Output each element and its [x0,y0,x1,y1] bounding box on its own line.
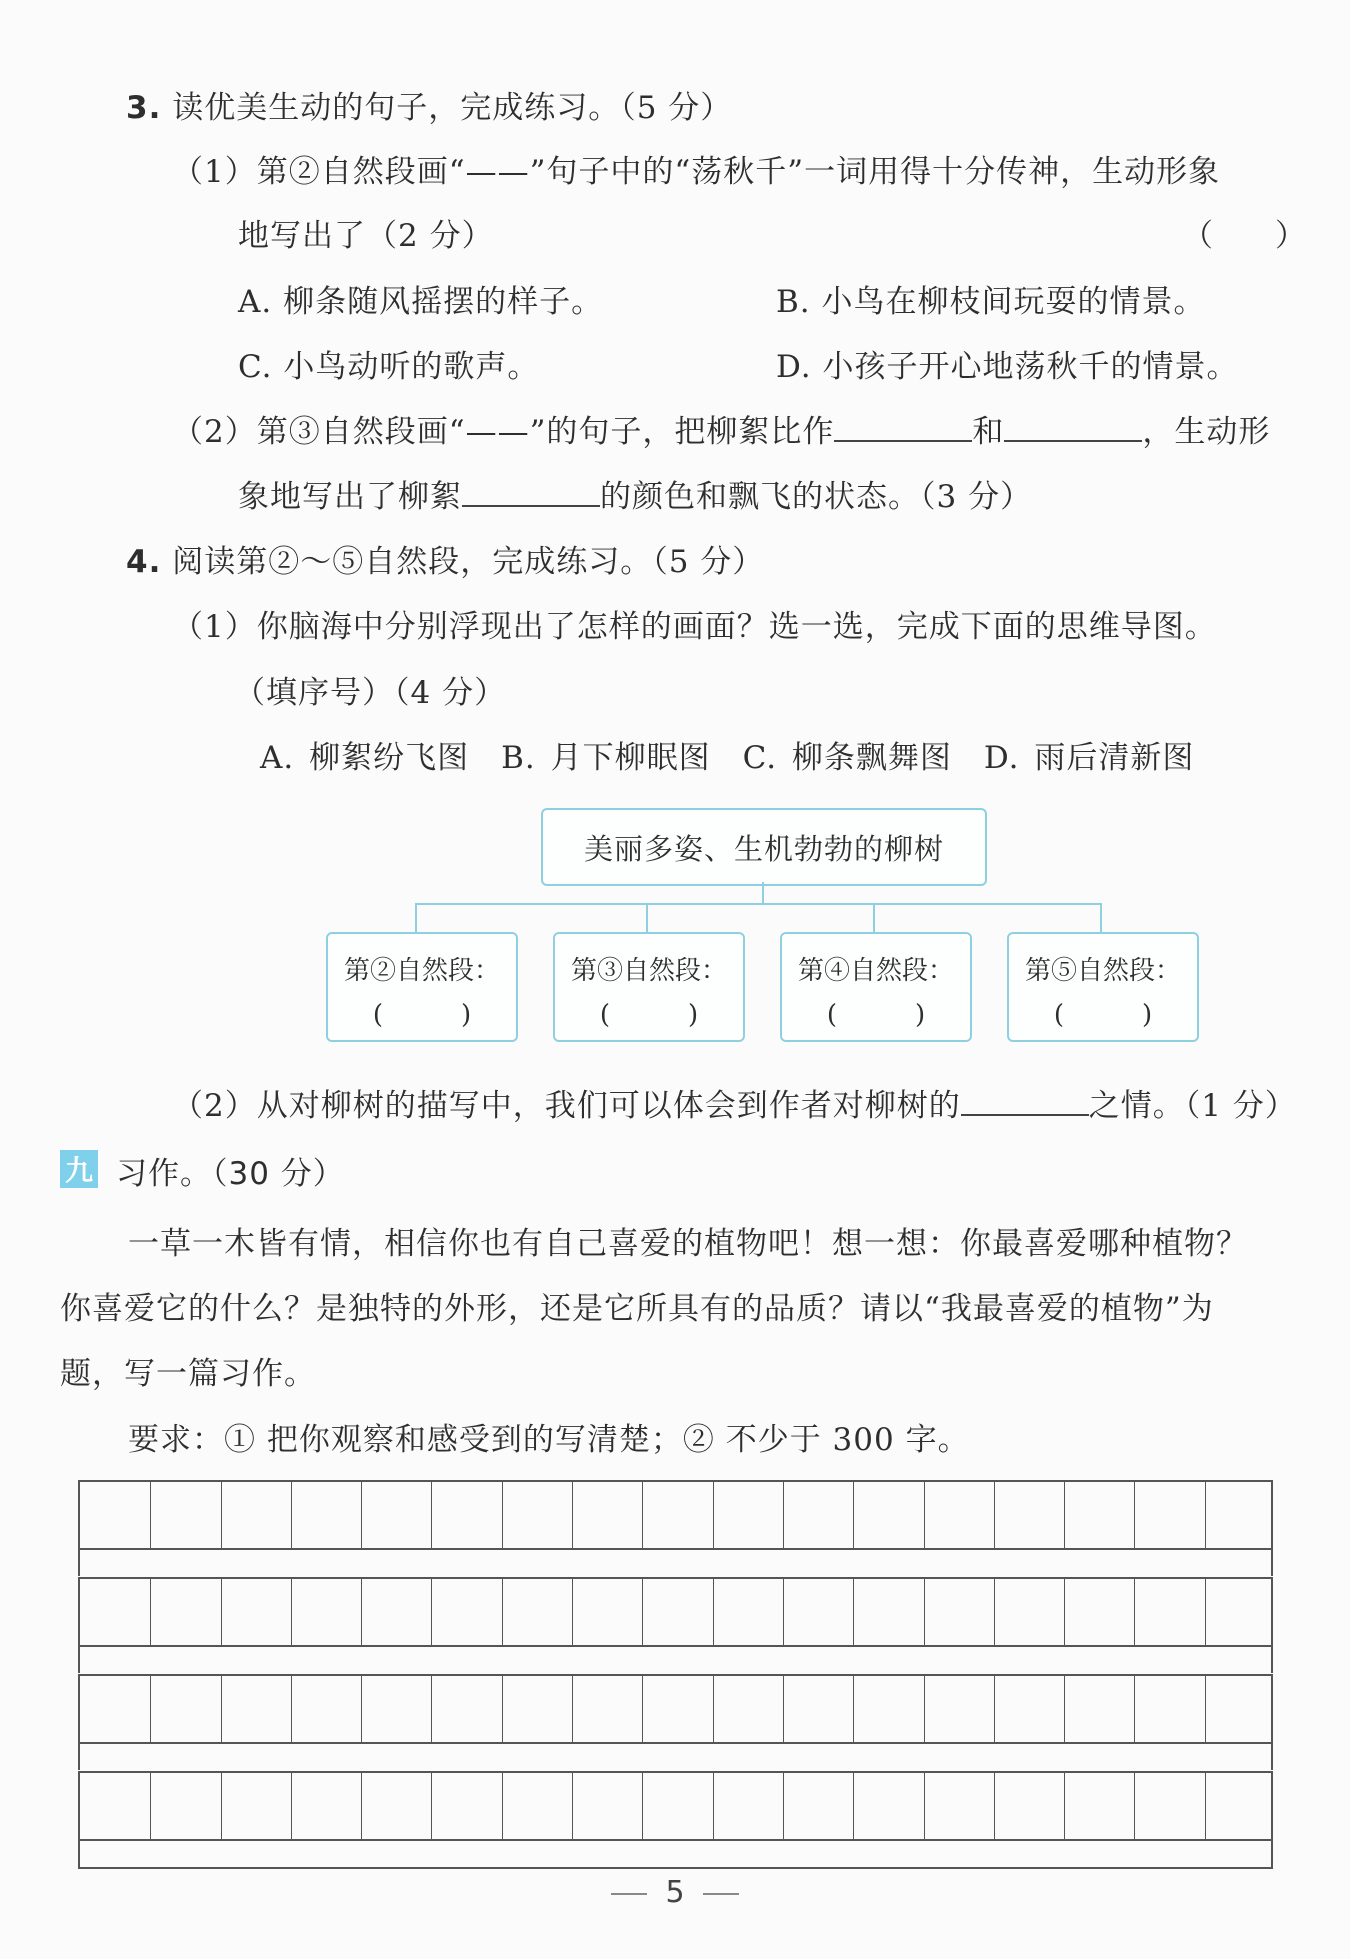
grid-cell-divider [150,1579,151,1645]
q3-sub1-answer-paren[interactable]: （ ） [1182,218,1306,254]
grid-cell-divider [502,1579,503,1645]
q3-sub2-line2 [238,471,1032,516]
q3-title-text: 读优美生动的句子，完成练习。（5 分） [172,90,733,126]
mindmap-box-label: 第⑤自然段： [1024,956,1181,986]
mindmap-stem [762,882,764,904]
grid-cell-divider [994,1579,995,1645]
mindmap-box-para4 [780,932,972,1042]
grid-cell-divider [221,1676,222,1742]
grid-cell-divider [1134,1773,1135,1839]
grid-cell-divider [150,1676,151,1742]
grid-cell-divider [994,1773,995,1839]
grid-cell-divider [291,1579,292,1645]
grid-cell-divider [1134,1676,1135,1742]
mindmap-box-label: 第④自然段： [797,956,954,986]
page-number: 5 [665,1875,685,1910]
grid-cell-divider [1205,1482,1206,1548]
mindmap-branch-1 [415,903,417,933]
mindmap-box-label: 第③自然段： [570,956,727,986]
grid-cell-divider [572,1482,573,1548]
q3-blank-1[interactable] [834,410,972,442]
grid-cell-divider [291,1773,292,1839]
q3-option-c: C. 小鸟动听的歌声。 [238,349,540,385]
q3-sub1-line1: （1）第②自然段画“——”句子中的“荡秋千”一词用得十分传神，生动形象 [172,154,1221,190]
mindmap-box-para5 [1007,932,1199,1042]
q4-sub2-line [172,1080,1297,1125]
grid-cell-divider [783,1676,784,1742]
q3-blank-3[interactable] [462,475,600,507]
grid-cell-divider [221,1773,222,1839]
grid-cell-divider [1064,1482,1065,1548]
grid-cell-divider [150,1482,151,1548]
grid-cell-divider [642,1579,643,1645]
grid-cell-divider [1134,1482,1135,1548]
q3-title [126,82,732,127]
q4-sub2-text-a: （2）从对柳树的描写中，我们可以体会到作者对柳树的 [172,1088,961,1124]
mindmap-branch-bar [415,903,1101,905]
grid-cell-divider [431,1676,432,1742]
grid-cell-divider [431,1482,432,1548]
q3-sub2-text-d: 象地写出了柳絮 [238,479,462,515]
q3-option-d: D. 小孩子开心地荡秋千的情景。 [776,349,1239,385]
q4-sub1-line1: （1）你脑海中分别浮现出了怎样的画面？选一选，完成下面的思维导图。 [172,609,1217,645]
grid-cell-divider [1064,1676,1065,1742]
q3-option-a: A. 柳条随风摇摆的样子。 [238,284,604,320]
grid-cell-divider [713,1482,714,1548]
grid-cell-divider [361,1773,362,1839]
mindmap-branch-4 [1100,903,1102,933]
grid-cell-divider [572,1773,573,1839]
composition-requirement: 要求：① 把你观察和感受到的写清楚；② 不少于 300 字。 [128,1422,970,1458]
grid-cell-divider [361,1482,362,1548]
grid-cell-divider [291,1482,292,1548]
grid-cell-divider [924,1482,925,1548]
grid-cell-divider [713,1579,714,1645]
mindmap-box-answer[interactable]: ( ) [599,1000,699,1030]
footer-dash-right [703,1893,739,1895]
q4-picture-options: A. 柳絮纷飞图 B. 月下柳眠图 C. 柳条飘舞图 D. 雨后清新图 [260,740,1195,776]
grid-cell-divider [924,1676,925,1742]
mindmap-root-label: 美丽多姿、生机勃勃的柳树 [583,831,944,866]
grid-cell-divider [853,1579,854,1645]
q4-sub1-line2: （填序号）（4 分） [234,675,507,711]
grid-cell-divider [1205,1579,1206,1645]
grid-cell-divider [431,1773,432,1839]
q4-sub2-text-b: 之情。（1 分） [1088,1088,1297,1124]
grid-cell-divider [783,1773,784,1839]
mindmap-box-para2 [326,932,518,1042]
grid-cell-divider [994,1676,995,1742]
grid-cell-divider [221,1579,222,1645]
grid-cell-divider [1205,1676,1206,1742]
grid-cell-divider [642,1676,643,1742]
grid-cell-divider [924,1773,925,1839]
grid-cell-divider [1205,1773,1206,1839]
q4-title-text: 阅读第②～⑤自然段，完成练习。（5 分） [172,544,765,580]
q3-option-b: B. 小鸟在柳枝间玩耍的情景。 [776,284,1206,320]
grid-row-gap [78,1744,1273,1770]
grid-cell-divider [361,1676,362,1742]
grid-row[interactable] [78,1480,1273,1550]
grid-cell-divider [853,1676,854,1742]
mindmap-box-answer[interactable]: ( ) [372,1000,472,1030]
grid-cell-divider [1134,1579,1135,1645]
grid-row-gap [78,1841,1273,1867]
grid-cell-divider [924,1579,925,1645]
composition-prompt-line1: 一草一木皆有情，相信你也有自己喜爱的植物吧！想一想：你最喜爱哪种植物？ [128,1226,1248,1262]
grid-cell-divider [994,1482,995,1548]
grid-row-gap [78,1550,1273,1576]
mindmap-root [541,808,987,886]
grid-cell-divider [642,1482,643,1548]
mindmap-box-para3 [553,932,745,1042]
grid-cell-divider [291,1676,292,1742]
q3-blank-2[interactable] [1004,410,1142,442]
composition-prompt-line3: 题，写一篇习作。 [60,1356,316,1392]
grid-cell-divider [502,1676,503,1742]
section-9-title: 习作。（30 分） [116,1156,345,1192]
grid-cell-divider [221,1482,222,1548]
q3-sub2-text-b: 和 [972,414,1005,450]
q4-title [126,536,764,581]
mindmap-box-answer[interactable]: ( ) [826,1000,926,1030]
mindmap-branch-3 [873,903,875,933]
grid-cell-divider [361,1579,362,1645]
grid-cell-divider [572,1579,573,1645]
grid-cell-divider [150,1773,151,1839]
grid-row-gap [78,1647,1273,1673]
page-footer [0,1875,1350,1910]
q3-sub1-line2: 地写出了（2 分） [238,218,494,254]
q3-sub2-text-e: 的颜色和飘飞的状态。（3 分） [600,479,1033,515]
grid-cell-divider [502,1773,503,1839]
grid-cell-divider [502,1482,503,1548]
q3-sub2-line1 [172,406,1270,451]
grid-cell-divider [713,1773,714,1839]
grid-cell-divider [713,1676,714,1742]
grid-cell-divider [853,1482,854,1548]
grid-cell-divider [572,1676,573,1742]
grid-cell-divider [1064,1579,1065,1645]
grid-row[interactable] [78,1674,1273,1744]
grid-cell-divider [783,1482,784,1548]
q3-sub2-text-c: ，生动形 [1142,414,1271,450]
grid-cell-divider [1064,1773,1065,1839]
grid-cell-divider [853,1773,854,1839]
section-9-badge: 九 [60,1150,98,1188]
q3-number: 3. [126,90,162,126]
mindmap-box-answer[interactable]: ( ) [1053,1000,1153,1030]
mindmap-box-label: 第②自然段： [343,956,500,986]
composition-prompt-line2: 你喜爱它的什么？是独特的外形，还是它所具有的品质？请以“我最喜爱的植物”为 [60,1291,1214,1327]
grid-cell-divider [431,1579,432,1645]
q4-number: 4. [126,544,162,580]
grid-row[interactable] [78,1577,1273,1647]
grid-cell-divider [783,1579,784,1645]
q3-sub2-text-a: （2）第③自然段画“——”的句子，把柳絮比作 [172,414,835,450]
footer-dash-left [611,1893,647,1895]
q4-blank-feeling[interactable] [961,1084,1089,1116]
grid-row[interactable] [78,1771,1273,1841]
grid-bottom-border [78,1867,1273,1869]
grid-cell-divider [642,1773,643,1839]
mindmap-branch-2 [646,903,648,933]
